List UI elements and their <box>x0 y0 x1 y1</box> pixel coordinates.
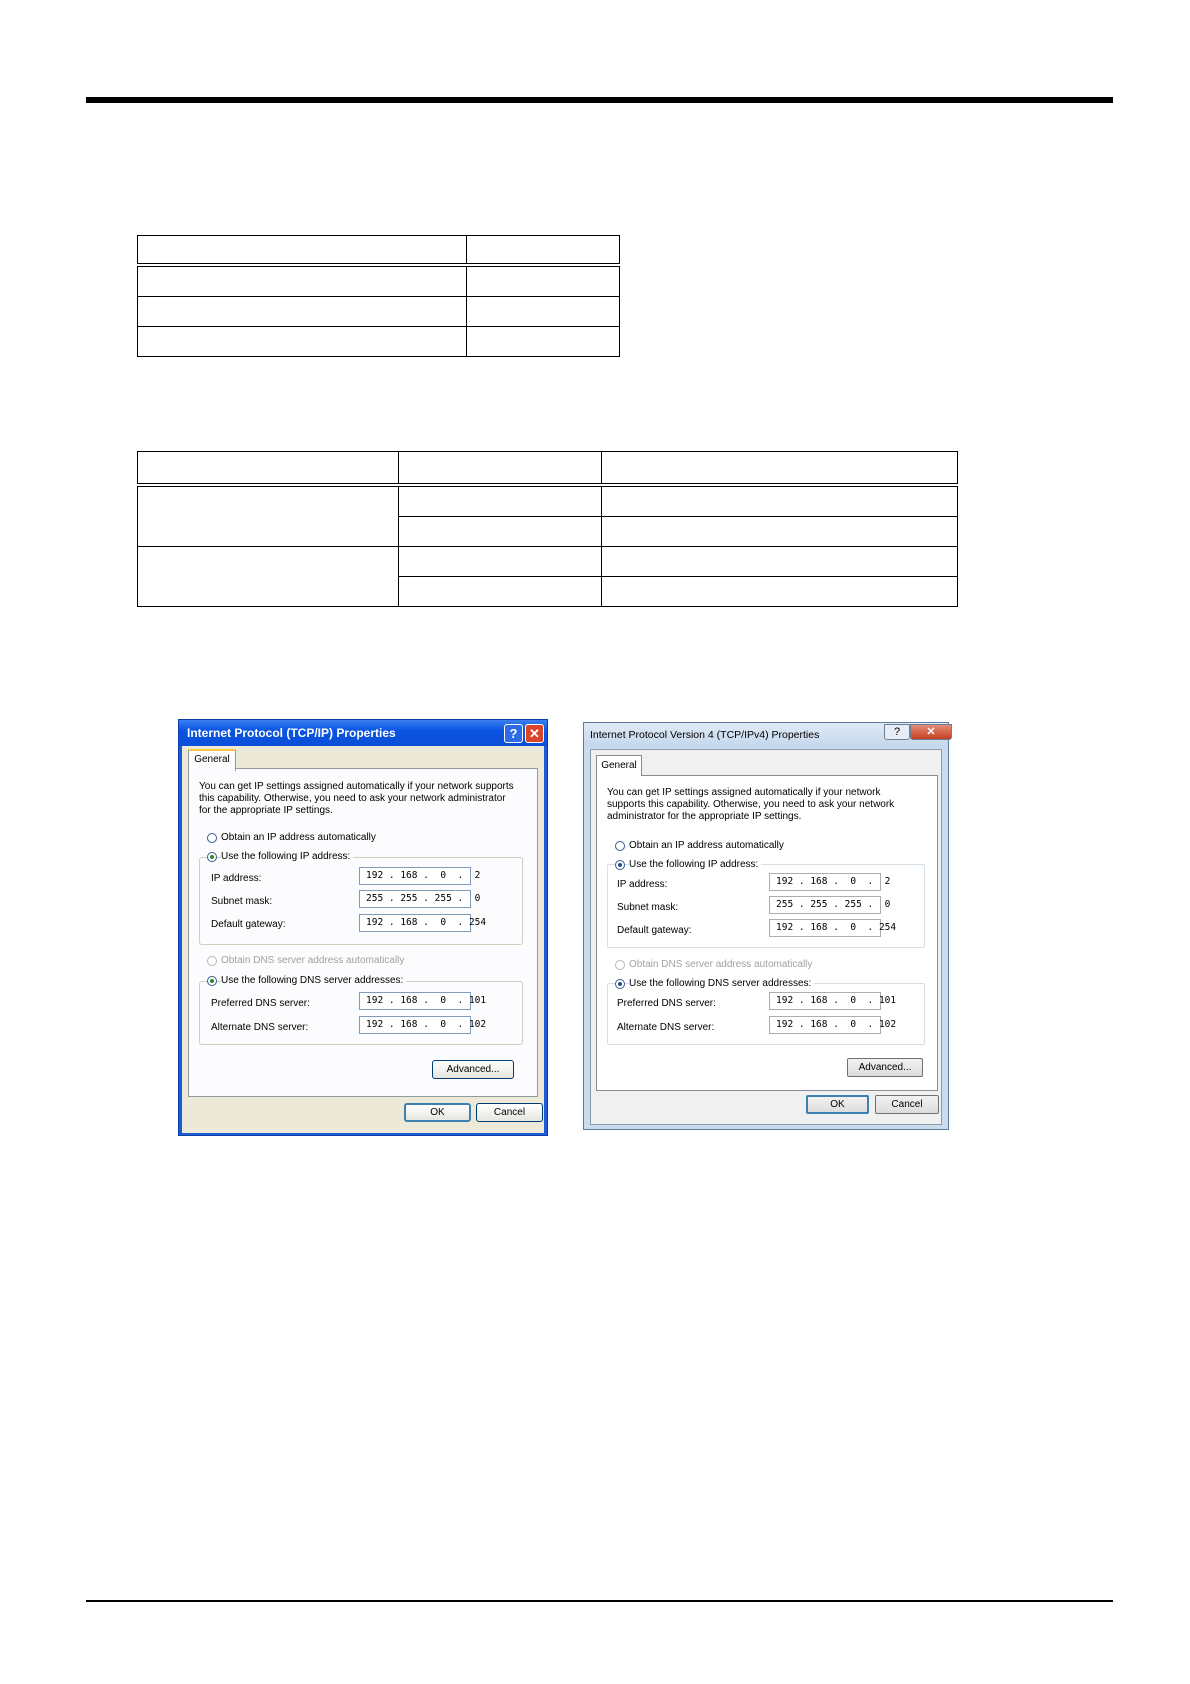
use-ip-label[interactable]: Use the following IP address: <box>221 851 353 862</box>
use-dns-label[interactable]: Use the following DNS server addresses: <box>221 975 406 986</box>
obtain-dns-radio[interactable] <box>615 960 625 970</box>
help-button[interactable]: ? <box>884 724 910 740</box>
advanced-button[interactable]: Advanced... <box>432 1060 514 1079</box>
ok-button[interactable]: OK <box>806 1095 869 1114</box>
table-row <box>138 265 620 297</box>
obtain-ip-radio[interactable] <box>615 841 625 851</box>
cancel-button[interactable]: Cancel <box>875 1095 939 1114</box>
alternate-dns-label: Alternate DNS server: <box>211 1022 309 1033</box>
use-ip-label[interactable]: Use the following IP address: <box>629 859 761 870</box>
ip-address-field[interactable]: 192 . 168 . 0 . 2 <box>359 867 471 885</box>
ip-address-label: IP address: <box>617 879 668 890</box>
ip-address-label: IP address: <box>211 873 262 884</box>
preferred-dns-field[interactable]: 192 . 168 . 0 . 101 <box>769 992 881 1010</box>
alternate-dns-field[interactable]: 192 . 168 . 0 . 102 <box>769 1016 881 1034</box>
table-row <box>138 452 958 486</box>
table-row <box>138 236 620 266</box>
obtain-ip-radio[interactable] <box>207 833 217 843</box>
subnet-mask-field[interactable]: 255 . 255 . 255 . 0 <box>769 896 881 914</box>
obtain-ip-label[interactable]: Obtain an IP address automatically <box>221 832 376 843</box>
vista-tcpipv4-dialog <box>583 722 949 1130</box>
default-gateway-label: Default gateway: <box>211 919 286 930</box>
subnet-mask-label: Subnet mask: <box>211 896 273 907</box>
subnet-mask-field[interactable]: 255 . 255 . 255 . 0 <box>359 890 471 908</box>
close-button[interactable]: ✕ <box>910 724 952 740</box>
use-ip-radio[interactable] <box>207 852 217 862</box>
close-button[interactable]: ✕ <box>525 724 544 743</box>
title-bar[interactable] <box>179 720 547 746</box>
default-gateway-field[interactable]: 192 . 168 . 0 . 254 <box>769 919 881 937</box>
ip-address-field[interactable]: 192 . 168 . 0 . 2 <box>769 873 881 891</box>
default-gateway-field[interactable]: 192 . 168 . 0 . 254 <box>359 914 471 932</box>
obtain-dns-radio[interactable] <box>207 956 217 966</box>
table-row <box>138 327 620 357</box>
dialog-title: Internet Protocol (TCP/IP) Properties <box>187 726 396 740</box>
alternate-dns-field[interactable]: 192 . 168 . 0 . 102 <box>359 1016 471 1034</box>
cancel-button[interactable]: Cancel <box>476 1103 543 1122</box>
footer-rule <box>86 1600 1113 1602</box>
table-row <box>138 485 958 517</box>
tab-general[interactable]: General <box>188 749 236 771</box>
advanced-button[interactable]: Advanced... <box>847 1058 923 1077</box>
header-rule <box>86 97 1113 103</box>
settings-table-2 <box>137 451 958 607</box>
settings-table-1 <box>137 235 620 357</box>
tab-general[interactable]: General <box>596 755 642 776</box>
title-bar[interactable] <box>584 723 948 747</box>
table-row <box>138 547 958 577</box>
intro-text: You can get IP settings assigned automatically if your network supports this capability. Otherwise, you need to ask your network administrator for the appropriate IP settings. <box>607 787 895 822</box>
general-panel <box>188 768 538 1097</box>
use-dns-radio[interactable] <box>615 979 625 989</box>
dialog-client <box>182 746 544 1133</box>
ok-button[interactable]: OK <box>404 1103 471 1122</box>
dialog-client <box>590 749 942 1125</box>
use-ip-radio[interactable] <box>615 860 625 870</box>
use-dns-radio[interactable] <box>207 976 217 986</box>
table-row <box>138 297 620 327</box>
xp-tcpip-dialog <box>178 719 548 1136</box>
obtain-ip-label[interactable]: Obtain an IP address automatically <box>629 840 784 851</box>
default-gateway-label: Default gateway: <box>617 925 692 936</box>
general-panel <box>596 775 938 1091</box>
preferred-dns-label: Preferred DNS server: <box>211 998 310 1009</box>
dialog-title: Internet Protocol Version 4 (TCP/IPv4) Properties <box>590 729 820 741</box>
intro-text: You can get IP settings assigned automatically if your network supports this capability. Otherwise, you need to ask your network administrator for the appropriate IP settings. <box>199 781 514 816</box>
help-button[interactable]: ? <box>504 724 523 743</box>
alternate-dns-label: Alternate DNS server: <box>617 1022 715 1033</box>
preferred-dns-label: Preferred DNS server: <box>617 998 716 1009</box>
dns-group <box>199 981 523 1045</box>
use-dns-label[interactable]: Use the following DNS server addresses: <box>629 978 814 989</box>
preferred-dns-field[interactable]: 192 . 168 . 0 . 101 <box>359 992 471 1010</box>
obtain-dns-label[interactable]: Obtain DNS server address automatically <box>629 959 813 970</box>
obtain-dns-label[interactable]: Obtain DNS server address automatically <box>221 955 405 966</box>
subnet-mask-label: Subnet mask: <box>617 902 679 913</box>
